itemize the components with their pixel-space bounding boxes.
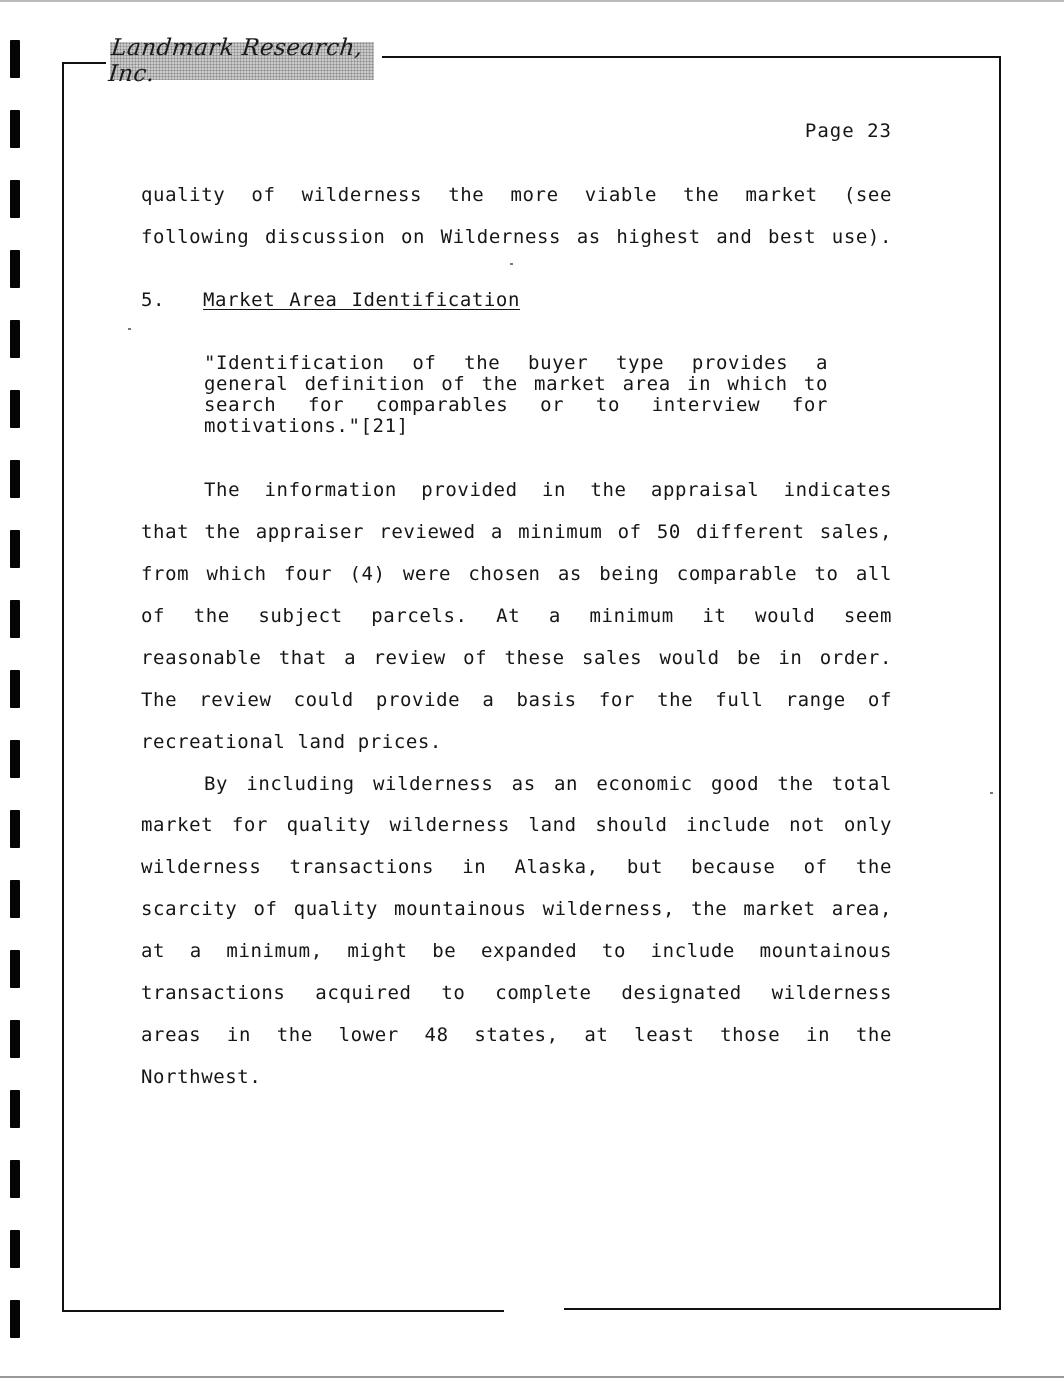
text-line: that the appraiser reviewed a minimum of 50 different sales, [141, 521, 892, 543]
text-line: from which four (4) were chosen as being comparable to all [141, 563, 892, 585]
text-line: transactions acquired to complete designated wilderness [141, 982, 892, 1004]
punch-hole [10, 110, 20, 148]
text-line: wilderness transactions in Alaska, but because of the [141, 856, 892, 878]
frame-left-border [62, 62, 64, 1312]
text-line: at a minimum, might be expanded to include mountainous [141, 940, 892, 962]
punch-hole [10, 1090, 20, 1128]
punch-hole [10, 1230, 20, 1268]
text-line: Northwest. [141, 1066, 262, 1088]
punch-hole [10, 530, 20, 568]
punch-hole [10, 1020, 20, 1058]
scan-speck [510, 263, 513, 265]
punch-hole [10, 250, 20, 288]
punch-hole [10, 320, 20, 358]
scan-speck [990, 792, 993, 794]
scan-top-edge [0, 0, 1064, 2]
page-number: Page 23 [804, 120, 892, 142]
quote-line: "Identification of the buyer type provides a [204, 352, 828, 374]
text-line: of the subject parcels. At a minimum it would seem [141, 605, 892, 627]
punch-hole [10, 40, 20, 78]
frame-top-border [382, 56, 1001, 58]
section-title: Market Area Identification [203, 289, 521, 311]
text-line: market for quality wilderness land should include not only [141, 814, 892, 836]
frame-right-border [999, 56, 1001, 1310]
punch-hole [10, 1300, 20, 1338]
frame-bottom-border [564, 1308, 1001, 1310]
scan-speck [128, 328, 131, 330]
section-number: 5. [141, 289, 166, 311]
text-line: By including wilderness as an economic good the total [204, 773, 892, 795]
frame-top-border [62, 62, 106, 64]
text-line: recreational land prices. [141, 731, 442, 753]
punch-hole [10, 740, 20, 778]
punch-hole [10, 180, 20, 218]
frame-bottom-border [62, 1310, 504, 1312]
text-line: following discussion on Wilderness as highest and best use). [141, 226, 892, 248]
text-line: areas in the lower 48 states, at least those in the [141, 1024, 892, 1046]
text-line: The review could provide a basis for the full range of [141, 689, 892, 711]
text-line: quality of wilderness the more viable the market (see [141, 184, 892, 206]
quote-line: motivations."[21] [204, 415, 409, 437]
punch-hole [10, 1160, 20, 1198]
punch-hole [10, 460, 20, 498]
text-line: scarcity of quality mountainous wilderness, the market area, [141, 898, 892, 920]
company-logo-text: Landmark Research, Inc. [107, 35, 365, 87]
punch-hole [10, 390, 20, 428]
punch-hole [10, 950, 20, 988]
punch-hole [10, 810, 20, 848]
quote-line: search for comparables or to interview for [204, 394, 828, 416]
punch-hole [10, 670, 20, 708]
company-logo [107, 35, 374, 87]
text-line: The information provided in the appraisal indicates [204, 479, 892, 501]
section-heading [141, 289, 520, 311]
text-line: reasonable that a review of these sales would be in order. [141, 647, 892, 669]
quote-line: general definition of the market area in which to [204, 373, 828, 395]
scan-bottom-edge [0, 1376, 1064, 1378]
punch-hole [10, 600, 20, 638]
punch-hole [10, 880, 20, 918]
